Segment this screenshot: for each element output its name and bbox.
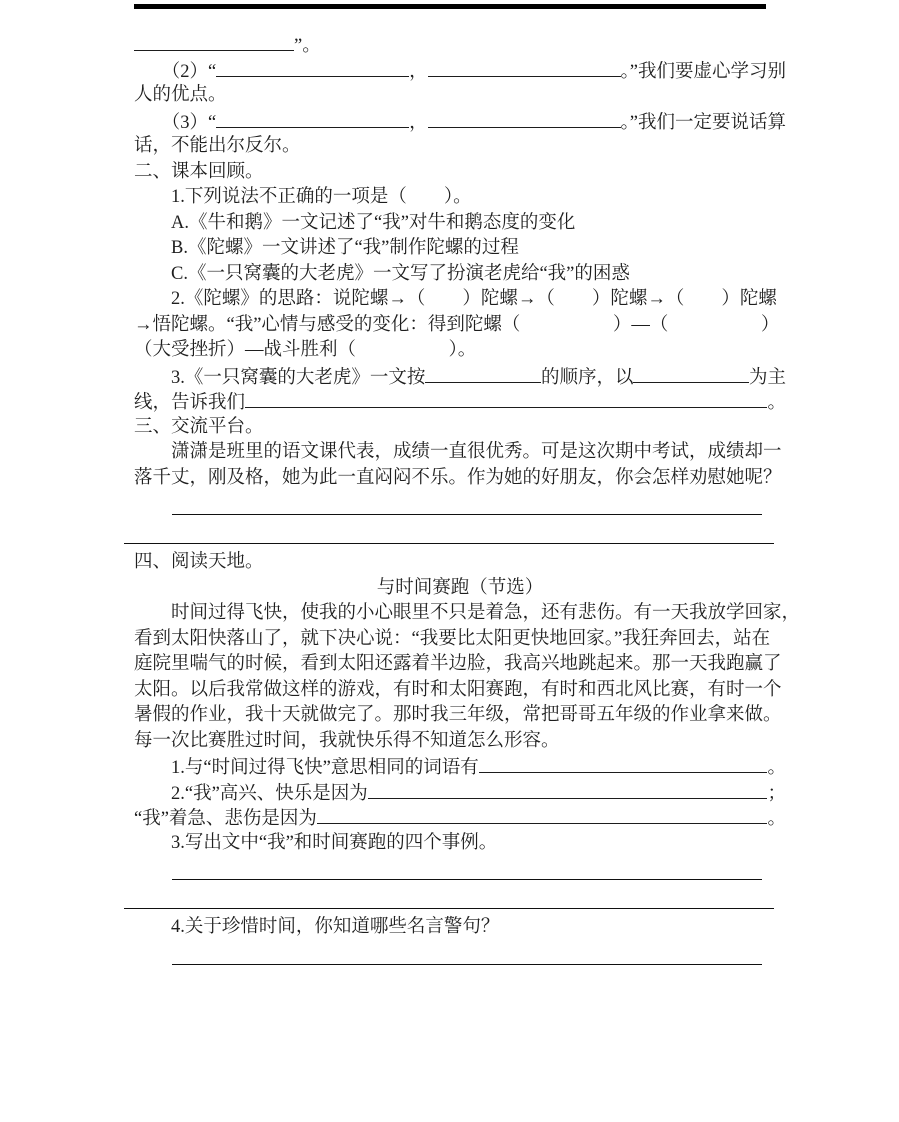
text-run: 与时间赛跑（节选） [376,577,544,598]
text-run: 1.下列说法不正确的一项是（ ）。 [134,187,472,207]
header-divider [134,4,766,9]
text-line [134,831,786,857]
text-run: 2.《陀螺》的思路：说陀螺→（ ）陀螺→（ ）陀螺→（ ）陀螺 [134,289,777,309]
answer-blank [425,364,541,383]
passage-title-line [134,576,786,602]
text-run: 太阳。以后我常做这样的游戏，有时和太阳赛跑，有时和西北风比赛，有时一个 [134,679,782,700]
answer-blank [134,32,294,51]
text-run: 人的优点。 [134,85,227,105]
text-line [134,780,786,806]
text-run: “我”着急、悲伤是因为 [134,809,317,829]
text-run: 潇潇是班里的语文课代表，成绩一直很优秀。可是这次期中考试，成绩却一 [134,442,782,462]
text-line [134,83,786,109]
text-line [134,58,786,84]
text-run: 看到太阳快落山了，就下决心说：“我要比太阳更快地回家。”我狂奔回去，站在 [134,628,771,649]
text-run: 为主 [749,367,787,388]
answer-line [172,964,762,965]
text-run: ； [767,783,786,804]
text-line [134,109,786,135]
text-run: 3.《一只窝囊的大老虎》一文按 [134,367,426,388]
answer-line [124,908,774,909]
text-run: B.《陀螺》一文讲述了“我”制作陀螺的过程 [134,238,519,258]
answer-blank [245,389,767,408]
text-line [134,627,786,653]
text-run: 暑假的作业，我十天就做完了。那时我三年级，常把哥哥五年级的作业拿来做。 [134,705,782,725]
text-line [134,287,786,313]
text-line [134,805,786,831]
text-line [134,550,786,576]
text-run: 1.与“时间过得飞快”意思相同的词语有 [134,758,479,778]
text-run: （3）“ [134,112,217,133]
text-line [134,754,786,780]
text-line [134,915,786,941]
text-run: 4.关于珍惜时间，你知道哪些名言警句？ [134,917,500,937]
answer-blank [428,58,621,77]
document-content [0,4,899,965]
text-line [134,703,786,729]
text-run: 落千丈，刚及格，她为此一直闷闷不乐。作为她的好朋友，你会怎样劝慰她呢？ [134,467,782,488]
text-run: 每一次比赛胜过时间，我就快乐得不知道怎么形容。 [134,730,560,751]
text-run: →悟陀螺。“我”心情与感受的变化：得到陀螺（ ）—（ ） [134,314,780,335]
text-run: （2）“ [134,61,217,82]
text-line [134,160,786,186]
text-run: 话，不能出尔反尔。 [134,136,301,156]
answer-blank [633,364,749,383]
text-run: 时间过得飞快，使我的小心眼里不只是着急，还有悲伤。有一天我放学回家， [134,603,801,623]
answer-blank [479,754,768,773]
answer-blank [216,58,409,77]
text-run: 。 [767,393,786,413]
answer-line [172,879,762,880]
text-run: 四、阅读天地。 [134,552,264,572]
text-run: C.《一只窝囊的大老虎》一文写了扮演老虎给“我”的困惑 [134,263,630,284]
text-line [134,338,786,364]
text-run: 。”我们一定要说话算 [620,112,787,133]
text-line [134,262,786,288]
text-run: （大受挫折）—战斗胜利（ ）。 [134,340,477,360]
text-run: A.《牛和鹅》一文记述了“我”对牛和鹅态度的变化 [134,212,576,233]
text-line [134,313,786,339]
text-line [134,678,786,704]
text-line [134,652,786,678]
text-run: 三、交流平台。 [134,416,264,437]
text-run: ， [409,61,428,82]
text-line [134,32,786,58]
text-run: 。 [767,809,786,829]
text-line [134,466,786,492]
text-run: 2.“我”高兴、快乐是因为 [134,783,368,804]
text-line [134,185,786,211]
text-line [134,440,786,466]
text-run: 的顺序，以 [540,367,634,388]
text-run: 庭院里喘气的时候，看到太阳还露着半边脸，我高兴地跳起来。那一天我跑赢了 [134,654,782,674]
text-line [134,415,786,441]
text-run: 。”我们要虚心学习别 [620,61,787,82]
text-run: ”。 [294,36,321,56]
text-line [134,389,786,415]
text-line [134,601,801,627]
text-run: 线，告诉我们 [134,393,246,413]
text-line [134,364,786,390]
text-line [134,729,786,755]
text-line [134,134,786,160]
answer-blank [216,109,409,128]
text-run: 3.写出文中“我”和时间赛跑的四个事例。 [134,832,498,853]
text-line [134,236,786,262]
answer-blank [428,109,621,128]
answer-blank [317,805,768,824]
text-run: ， [409,112,428,133]
answer-line [124,543,774,544]
answer-blank [368,780,768,799]
answer-line [172,514,762,515]
text-run: 二、课本回顾。 [134,161,264,182]
text-run: 。 [767,758,786,778]
text-line [134,211,786,237]
